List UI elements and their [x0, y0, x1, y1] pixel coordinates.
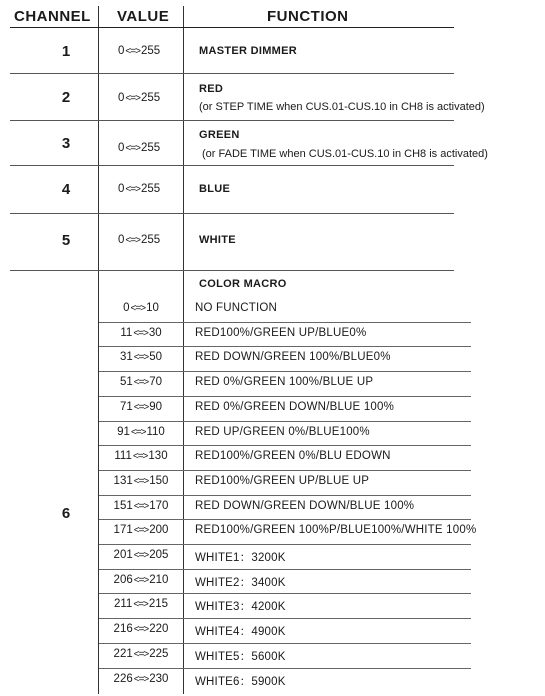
range-low: 91	[117, 425, 130, 438]
range-arrow: <=>	[133, 377, 149, 389]
range-low: 211	[113, 598, 133, 611]
divider-channel-value	[98, 6, 99, 694]
function-name: WHITE	[199, 234, 236, 246]
range-arrow: <=>	[133, 599, 148, 611]
range-high: 255	[140, 234, 161, 246]
range-arrow: <=>	[125, 46, 140, 57]
row-divider	[10, 165, 454, 166]
range-high: 10	[146, 302, 159, 314]
range-low: 131	[113, 474, 133, 487]
range-arrow: <=>	[133, 624, 149, 636]
value-range	[118, 92, 160, 104]
sub-row-divider	[99, 593, 471, 594]
sub-row-divider	[99, 618, 471, 619]
sub-row-divider	[99, 643, 471, 644]
header-value: VALUE	[117, 8, 170, 25]
value-range	[99, 376, 183, 388]
value-range	[99, 648, 183, 660]
range-arrow: <=>	[133, 327, 148, 339]
range-low: 216	[113, 623, 133, 636]
range-low: 0	[118, 234, 125, 246]
range-arrow: <=>	[132, 451, 148, 463]
sub-row-divider	[99, 322, 471, 323]
sub-row-divider	[99, 544, 471, 545]
function-name: WHITE1：3200K	[195, 552, 286, 564]
header-function: FUNCTION	[267, 8, 349, 25]
range-high: 210	[149, 573, 169, 586]
function-name: RED100%/GREEN 0%/BLU EDOWN	[195, 450, 391, 463]
sub-row-divider	[99, 569, 471, 570]
range-high: 170	[149, 499, 169, 512]
function-name: RED UP/GREEN 0%/BLUE100%	[195, 425, 370, 438]
header-underline	[10, 27, 454, 28]
function-note: (or STEP TIME when CUS.01-CUS.10 in CH8 is activated)	[199, 101, 485, 113]
sub-row-divider	[99, 421, 471, 422]
range-high: 30	[148, 326, 162, 339]
range-low: 0	[118, 92, 125, 104]
range-arrow: <=>	[133, 673, 149, 685]
function-name: WHITE2：3400K	[195, 576, 286, 589]
value-range	[99, 574, 183, 586]
range-arrow: <=>	[125, 184, 140, 195]
range-high: 230	[149, 672, 169, 685]
row-divider	[10, 270, 454, 271]
function-name: WHITE3：4200K	[195, 601, 286, 614]
divider-value-function	[183, 6, 184, 694]
range-low: 71	[119, 400, 133, 413]
row-divider	[10, 120, 454, 121]
channel-number: 4	[61, 181, 71, 198]
function-name: RED 0%/GREEN DOWN/BLUE 100%	[195, 400, 395, 413]
function-name: MASTER DIMMER	[199, 45, 298, 57]
function-name: WHITE4：4900K	[195, 626, 286, 639]
range-arrow: <=>	[125, 235, 140, 246]
value-range	[118, 234, 160, 246]
value-range	[99, 673, 183, 685]
value-range	[99, 351, 183, 363]
range-high: 150	[149, 474, 169, 487]
range-low: 31	[119, 351, 133, 364]
function-name: RED100%/GREEN 100%P/BLUE100%/WHITE 100%	[195, 524, 477, 537]
sub-row-divider	[99, 470, 471, 471]
value-range	[99, 623, 183, 635]
sub-row-divider	[99, 519, 471, 520]
range-arrow: <=>	[130, 303, 146, 314]
range-arrow: <=>	[133, 574, 149, 586]
sub-row-divider	[99, 668, 471, 669]
sub-row-divider	[99, 445, 471, 446]
range-low: 0	[118, 183, 125, 195]
range-low: 206	[113, 573, 133, 586]
range-low: 0	[118, 142, 125, 154]
channel-number: 6	[61, 505, 71, 522]
value-range	[99, 549, 183, 561]
channel-number: 5	[61, 232, 71, 249]
range-high: 255	[140, 183, 161, 195]
function-note: (or FADE TIME when CUS.01-CUS.10 in CH8 is activated)	[202, 148, 488, 160]
range-high: 205	[149, 549, 169, 561]
range-high: 90	[149, 400, 163, 413]
range-low: 51	[119, 376, 133, 389]
value-range	[99, 401, 183, 413]
range-high: 130	[148, 450, 168, 463]
range-high: 255	[140, 142, 161, 154]
range-high: 50	[149, 351, 163, 364]
channel-number: 2	[61, 89, 71, 106]
range-arrow: <=>	[133, 475, 149, 487]
channel-number: 3	[61, 135, 71, 152]
range-low: 0	[123, 302, 130, 314]
sub-row-divider	[99, 371, 471, 372]
range-high: 215	[148, 598, 169, 611]
row-divider	[10, 73, 454, 74]
range-high: 255	[140, 45, 161, 57]
value-range	[99, 426, 183, 438]
function-name: GREEN	[199, 129, 240, 141]
function-name: RED	[199, 83, 224, 95]
channel-number: 1	[61, 43, 71, 60]
range-low: 226	[113, 672, 133, 685]
range-low: 221	[113, 647, 133, 660]
function-name: RED 0%/GREEN 100%/BLUE UP	[195, 376, 374, 389]
range-arrow: <=>	[133, 500, 149, 512]
value-range	[99, 524, 183, 536]
range-high: 110	[146, 425, 165, 438]
range-high: 225	[149, 647, 169, 660]
range-arrow: <=>	[133, 352, 149, 364]
value-range	[118, 45, 160, 57]
function-name: RED100%/GREEN UP/BLUE0%	[195, 326, 367, 339]
function-name: NO FUNCTION	[195, 302, 278, 314]
value-range	[99, 450, 183, 462]
value-range	[99, 598, 183, 610]
range-low: 201	[113, 549, 133, 561]
range-low: 0	[118, 45, 125, 57]
range-low: 111	[114, 450, 132, 463]
function-title: COLOR MACRO	[199, 278, 287, 290]
range-arrow: <=>	[125, 93, 140, 104]
header-channel: CHANNEL	[14, 8, 91, 25]
range-arrow: <=>	[133, 401, 149, 413]
sub-row-divider	[99, 495, 471, 496]
range-low: 171	[113, 524, 133, 537]
sub-row-divider	[99, 396, 471, 397]
range-arrow: <=>	[133, 550, 149, 561]
function-name: BLUE	[199, 183, 231, 195]
range-low: 151	[113, 499, 133, 512]
value-range	[99, 475, 183, 487]
range-high: 220	[149, 623, 169, 636]
range-arrow: <=>	[125, 143, 140, 154]
range-high: 70	[149, 376, 163, 389]
range-arrow: <=>	[133, 525, 149, 537]
range-arrow: <=>	[133, 648, 149, 660]
function-name: RED DOWN/GREEN 100%/BLUE0%	[195, 351, 391, 364]
range-high: 200	[149, 524, 169, 537]
value-range	[118, 142, 160, 154]
value-range	[99, 302, 183, 314]
function-name: WHITE6：5900K	[195, 675, 286, 688]
value-range	[118, 183, 160, 195]
value-range	[99, 500, 183, 512]
range-high: 255	[140, 92, 161, 104]
row-divider	[10, 213, 454, 214]
function-name: WHITE5：5600K	[195, 650, 286, 663]
value-range	[99, 327, 183, 339]
range-arrow: <=>	[130, 426, 146, 438]
range-low: 11	[120, 326, 133, 339]
function-name: RED DOWN/GREEN DOWN/BLUE 100%	[195, 499, 415, 512]
function-name: RED100%/GREEN UP/BLUE UP	[195, 474, 370, 487]
sub-row-divider	[99, 346, 471, 347]
